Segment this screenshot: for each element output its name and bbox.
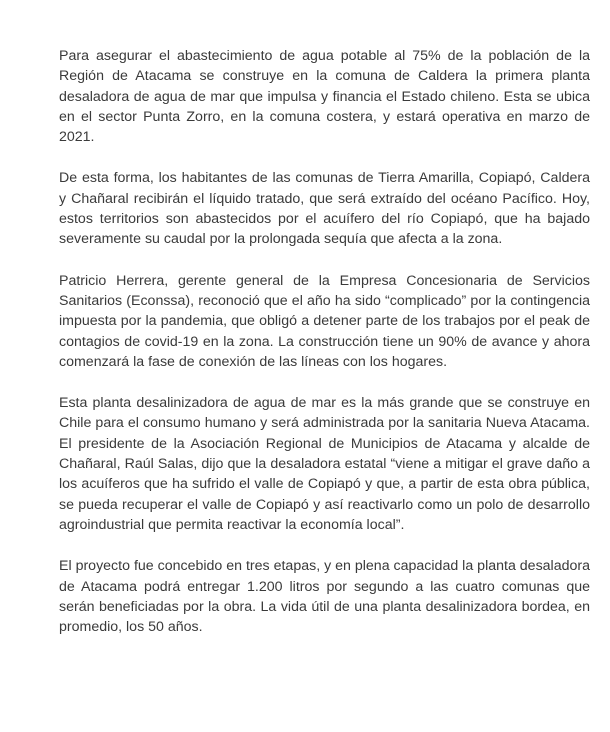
paragraph-project-stages: El proyecto fue concebido en tres etapas, y en plena capacidad la planta desaladora de Atacama podrá entregar 1.200 litros por segundo a las cuatro comunas que serán beneficiadas por la obra. La vida útil de una planta desalinizadora bordea, en promedio, los 50 años. [59,558,590,636]
paragraph-largest-plant: Esta planta desalinizadora de agua de mar es la más grande que se construye en Chile para el consumo humano y será administrada por la sanitaria Nueva Atacama. El presidente de la Asociación Regional de Municipios de Atacama y alcalde de Chañaral, Raúl Salas, dijo que la desaladora estatal “viene a mitigar el grave daño a los acuíferos que ha sufrido el valle de Copiapó y que, a partir de esta obra pública, se pueda recuperar el valle de Copiapó y así reactivarlo como un polo de desarrollo agroindustrial que permita reactivar la economía local”. [59,395,590,533]
article-body [59,46,590,637]
paragraph-intro: Para asegurar el abastecimiento de agua potable al 75% de la población de la Región de Atacama se construye en la comuna de Caldera la primera planta desaladora de agua de mar que impulsa y financia el Estado chileno. Esta se ubica en el sector Punta Zorro, en la comuna costera, y estará operativa en marzo de 2021. [59,48,590,146]
paragraph-econssa-statement: Patricio Herrera, gerente general de la Empresa Concesionaria de Servicios Sanitarios (Econssa), reconoció que el año ha sido “complicado” por la contingencia impuesta por la pandemia, que obligó a detener parte de los trabajos por el peak de contagios de covid-19 en la zona. La construcción tiene un 90% de avance y ahora comenzará la fase de conexión de las líneas con los hogares. [59,272,590,370]
paragraph-beneficiaries: De esta forma, los habitantes de las comunas de Tierra Amarilla, Copiapó, Caldera y Chañaral recibirán el líquido tratado, que será extraído del océano Pacífico. Hoy, estos territorios son abastecidos por el acuífero del río Copiapó, que ha bajado severamente su caudal por la prolongada sequía que afecta a la zona. [59,170,590,248]
